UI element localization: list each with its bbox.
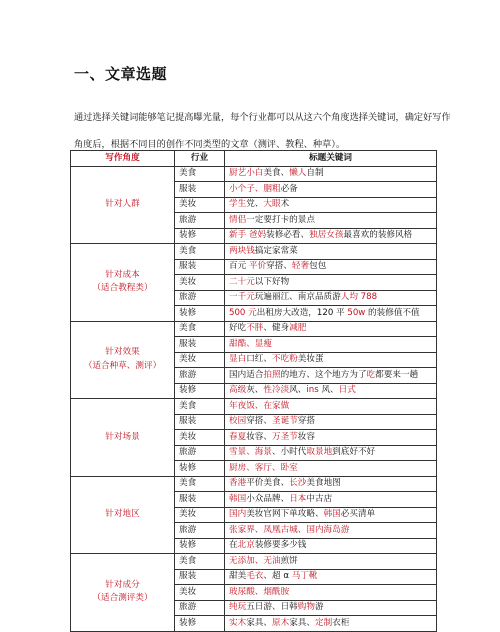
keyword-highlight: 校园 xyxy=(229,416,247,426)
title-keywords-cell xyxy=(225,290,437,306)
keyword-text: 美食地图 xyxy=(306,478,341,488)
keyword-highlight: 性冷淡 xyxy=(263,385,290,395)
title-keywords-cell xyxy=(225,414,437,430)
industry-cell: 美妆 xyxy=(175,585,225,601)
title-keywords-cell xyxy=(225,600,437,616)
table-row xyxy=(71,321,437,337)
keyword-text: 到底好不好 xyxy=(332,447,376,457)
keyword-text: 衣柜 xyxy=(332,617,350,628)
keyword-highlight: 一千元 xyxy=(229,292,255,302)
keyword-highlight: 雪景、海景 xyxy=(229,447,272,457)
keyword-highlight: 高级 xyxy=(229,385,247,395)
title-keywords-cell xyxy=(225,166,437,182)
keyword-highlight: 大眼 xyxy=(263,199,281,209)
industry-cell: 美食 xyxy=(175,476,225,492)
keyword-highlight: 新手 爸妈 xyxy=(229,230,267,240)
keyword-text: 党、 xyxy=(246,199,264,209)
writing-angle-label: （适合教程类） xyxy=(92,283,153,294)
industry-cell: 旅游 xyxy=(175,368,225,384)
title-keywords-cell xyxy=(225,383,437,399)
keyword-highlight: 国内 xyxy=(229,509,247,519)
writing-angle-cell xyxy=(71,321,175,399)
writing-angle-cell xyxy=(71,244,175,322)
keyword-text: 妆容、 xyxy=(246,431,272,442)
title-keywords-cell xyxy=(225,228,437,244)
industry-cell: 美食 xyxy=(175,554,225,570)
industry-cell: 美妆 xyxy=(175,430,225,446)
title-keywords-cell xyxy=(225,538,437,554)
keyword-text: 装修必看、 xyxy=(266,230,310,240)
title-keywords-cell xyxy=(225,306,437,322)
writing-angle-label: 针对成分 xyxy=(105,579,140,590)
industry-cell: 旅游 xyxy=(175,213,225,229)
industry-cell: 服装 xyxy=(175,569,225,585)
industry-cell: 美妆 xyxy=(175,197,225,213)
keyword-text: 搞定家常菜 xyxy=(254,245,298,256)
keyword-highlight: 毛衣 xyxy=(246,571,264,581)
keyword-highlight: 玻尿酸、烟酰胺 xyxy=(229,586,290,597)
keyword-highlight: 50w xyxy=(347,307,366,318)
industry-cell: 旅游 xyxy=(175,523,225,539)
industry-cell: 服装 xyxy=(175,492,225,508)
keyword-highlight: 无添加、无油 xyxy=(229,555,281,566)
keyword-highlight: 圣诞节 xyxy=(272,416,298,426)
industry-cell: 装修 xyxy=(175,538,225,554)
writing-angle-cell xyxy=(71,399,175,477)
industry-cell: 美妆 xyxy=(175,352,225,368)
keyword-highlight: 平价 xyxy=(248,261,267,271)
title-keywords-cell xyxy=(225,461,437,477)
intro-paragraph: 通过选择关键词能够笔记提高曝光量，每个行业都可以从这六个角度选择关键词，确定好写作角度后，根据不同目的创作不同类型的文章（测评、教程、种草）。 xyxy=(74,112,451,150)
title-keywords-cell xyxy=(225,554,437,570)
keyword-text: 甜美 xyxy=(229,571,247,581)
keyword-text: 穿搭、 xyxy=(246,416,272,426)
title-keywords-cell xyxy=(225,368,437,384)
keyword-highlight: 春夏 xyxy=(229,431,247,442)
title-keywords-cell xyxy=(225,476,437,492)
writing-angle-cell xyxy=(71,166,175,244)
industry-cell: 装修 xyxy=(175,228,225,244)
keyword-text: 以下好物 xyxy=(254,276,290,287)
keyword-text: 出租房大改造，120 平 xyxy=(256,307,348,318)
keyword-text: 小众品牌、 xyxy=(246,493,290,504)
keyword-text: 一定要打卡的景点 xyxy=(246,214,315,225)
keyword-highlight: 韩国 xyxy=(229,493,247,504)
title-keywords-cell xyxy=(225,585,437,601)
title-keywords-cell xyxy=(225,244,437,260)
title-keywords-cell xyxy=(225,492,437,508)
header-industry: 行业 xyxy=(175,151,225,167)
title-keywords-cell xyxy=(225,275,437,291)
keyword-text: 国内适合 xyxy=(229,369,264,380)
header-angle: 写作角度 xyxy=(71,151,175,167)
keyword-text: 口红、 xyxy=(246,354,272,364)
keyword-text: 都要来一趟 xyxy=(375,369,419,380)
industry-cell: 装修 xyxy=(175,306,225,322)
industry-cell: 旅游 xyxy=(175,445,225,461)
industry-cell: 旅游 xyxy=(175,600,225,616)
title-keywords-cell xyxy=(225,337,437,353)
keyword-text: 中古店 xyxy=(306,493,333,504)
writing-angle-cell xyxy=(71,476,175,554)
keyword-highlight: 小个子、胭粗 xyxy=(229,183,281,194)
keyword-highlight: ins xyxy=(306,385,319,395)
keyword-text: 、超 α xyxy=(263,571,292,581)
keyword-text: 家具、 xyxy=(289,617,315,628)
title-keywords-cell xyxy=(225,182,437,198)
keyword-highlight: 北京 xyxy=(237,540,255,550)
writing-angle-label: 针对人群 xyxy=(105,199,140,209)
keyword-highlight: 不胖 xyxy=(246,323,264,333)
industry-cell: 服装 xyxy=(175,259,225,275)
keyword-highlight: 减肥 xyxy=(289,323,307,333)
keyword-text: 家具、 xyxy=(246,617,272,628)
keyword-highlight: 定制 xyxy=(315,617,333,628)
keyword-highlight: 取景地 xyxy=(306,447,333,457)
keyword-text: 美妆蛋 xyxy=(297,354,324,364)
keyword-highlight: 轻奢 xyxy=(291,261,310,271)
keyword-highlight: 马丁靴 xyxy=(291,571,318,581)
keyword-highlight: 学生 xyxy=(229,199,247,209)
title-keywords-cell xyxy=(225,259,437,275)
keyword-highlight: 日式 xyxy=(338,385,356,395)
keyword-text: 好吃 xyxy=(229,323,247,333)
keyword-highlight: 厨艺小白 xyxy=(229,168,264,178)
keyword-text: 的装修值不值 xyxy=(365,307,420,318)
keyword-highlight: 香港 xyxy=(229,478,247,488)
keyword-text: 装修要多少钱 xyxy=(254,540,307,550)
keyword-highlight: 不吃粉 xyxy=(272,354,298,364)
table-row xyxy=(71,166,437,182)
table-row xyxy=(71,244,437,260)
keyword-highlight: 吃 xyxy=(366,369,376,380)
keyword-highlight: 纯玩 xyxy=(229,602,247,612)
keyword-highlight: 张家界、凤凰古城、国内海岛游 xyxy=(229,524,350,535)
writing-angle-label: 针对场景 xyxy=(105,431,140,442)
industry-cell: 美食 xyxy=(175,321,225,337)
keyword-highlight: 长沙 xyxy=(289,478,307,488)
keyword-text: 煎饼 xyxy=(280,555,298,566)
title-keywords-cell xyxy=(225,399,437,415)
keyword-text: 术 xyxy=(280,199,290,209)
table-row xyxy=(71,476,437,492)
title-keywords-cell xyxy=(225,569,437,585)
keyword-highlight: 厨房、客厅、卧室 xyxy=(229,462,298,473)
keyword-text: 百元 xyxy=(229,261,249,271)
keyword-text: 、健身 xyxy=(263,323,290,333)
keyword-highlight: 甜酷、显瘦 xyxy=(229,338,272,349)
keyword-text: 美食、 xyxy=(263,168,290,178)
keyword-text: 妆容 xyxy=(297,431,315,442)
title-keywords-cell xyxy=(225,321,437,337)
keyword-highlight: 实木 xyxy=(229,617,247,628)
keyword-highlight: 两块钱 xyxy=(229,245,255,256)
keyword-text: 在 xyxy=(229,540,238,550)
keyword-text: 穿搭 xyxy=(297,416,315,426)
keyword-highlight: 日本 xyxy=(289,493,307,504)
keyword-highlight: 懒人 xyxy=(289,168,307,178)
keyword-text: 最喜欢的装修风格 xyxy=(343,230,413,240)
title-keywords-cell xyxy=(225,213,437,229)
industry-cell: 美妆 xyxy=(175,507,225,523)
keyword-text: 穿搭、 xyxy=(266,261,292,271)
industry-cell: 服装 xyxy=(175,182,225,198)
table-row xyxy=(71,399,437,415)
table-row xyxy=(71,554,437,570)
title-keywords-cell xyxy=(225,197,437,213)
keyword-text: 美妆官网下单攻略、 xyxy=(246,509,324,519)
industry-cell: 旅游 xyxy=(175,290,225,306)
table-header-row xyxy=(71,151,437,167)
keyword-highlight: 原木 xyxy=(272,617,290,628)
keyword-highlight: 人均 788 xyxy=(340,292,378,302)
keyword-text: 、小时代 xyxy=(271,447,307,457)
keyword-text: 平价美食、 xyxy=(246,478,290,488)
header-keywords: 标题关键词 xyxy=(225,151,437,167)
keyword-table xyxy=(70,150,437,632)
title-keywords-cell xyxy=(225,523,437,539)
keyword-text: 风、 xyxy=(289,385,307,395)
keyword-text: 必买清单 xyxy=(340,509,376,519)
writing-angle-label: 针对成本 xyxy=(105,269,140,280)
writing-angle-label: （适合测评类） xyxy=(92,593,153,604)
keyword-text: 灰、 xyxy=(246,385,264,395)
keyword-text: 玩遍丽江、南京品质游 xyxy=(254,292,341,302)
writing-angle-cell xyxy=(71,554,175,632)
industry-cell: 装修 xyxy=(175,383,225,399)
writing-angle-label: 针对地区 xyxy=(105,509,140,519)
keyword-highlight: 购物 xyxy=(297,602,315,612)
title-keywords-cell xyxy=(225,430,437,446)
writing-angle-label: 针对效果 xyxy=(105,347,140,358)
keyword-highlight: 显白 xyxy=(229,354,247,364)
keyword-text: 五日游、日韩 xyxy=(246,602,298,612)
keyword-text: 必备 xyxy=(280,183,298,194)
title-keywords-cell xyxy=(225,616,437,632)
industry-cell: 美食 xyxy=(175,166,225,182)
industry-cell: 服装 xyxy=(175,337,225,353)
keyword-highlight: 韩国 xyxy=(323,509,341,519)
keyword-text: 游 xyxy=(314,602,324,612)
industry-cell: 服装 xyxy=(175,414,225,430)
title-keywords-cell xyxy=(225,445,437,461)
writing-angle-label: （适合种草、测评） xyxy=(83,360,162,371)
title-keywords-cell xyxy=(225,507,437,523)
title-keywords-cell xyxy=(225,352,437,368)
keyword-highlight: 万圣节 xyxy=(272,431,298,442)
keyword-highlight: 拍照 xyxy=(263,369,281,380)
keyword-highlight: 年夜饭、在家做 xyxy=(229,400,290,411)
industry-cell: 装修 xyxy=(175,616,225,632)
industry-cell: 美食 xyxy=(175,244,225,260)
keyword-highlight: 独居女孩 xyxy=(309,230,344,240)
keyword-highlight: 500 元 xyxy=(229,307,257,318)
keyword-text: 风、 xyxy=(318,385,339,395)
table-body xyxy=(71,166,437,631)
section-title: 一、文章选题 xyxy=(74,65,168,83)
industry-cell: 美食 xyxy=(175,399,225,415)
keyword-text: 包包 xyxy=(309,261,327,271)
keyword-text: 自制 xyxy=(306,168,324,178)
keyword-text: 的地方、这个地方为了 xyxy=(280,369,367,380)
keyword-highlight: 二十元 xyxy=(229,276,255,287)
industry-cell: 装修 xyxy=(175,461,225,477)
industry-cell: 美妆 xyxy=(175,275,225,291)
keyword-highlight: 情侣 xyxy=(229,214,247,225)
